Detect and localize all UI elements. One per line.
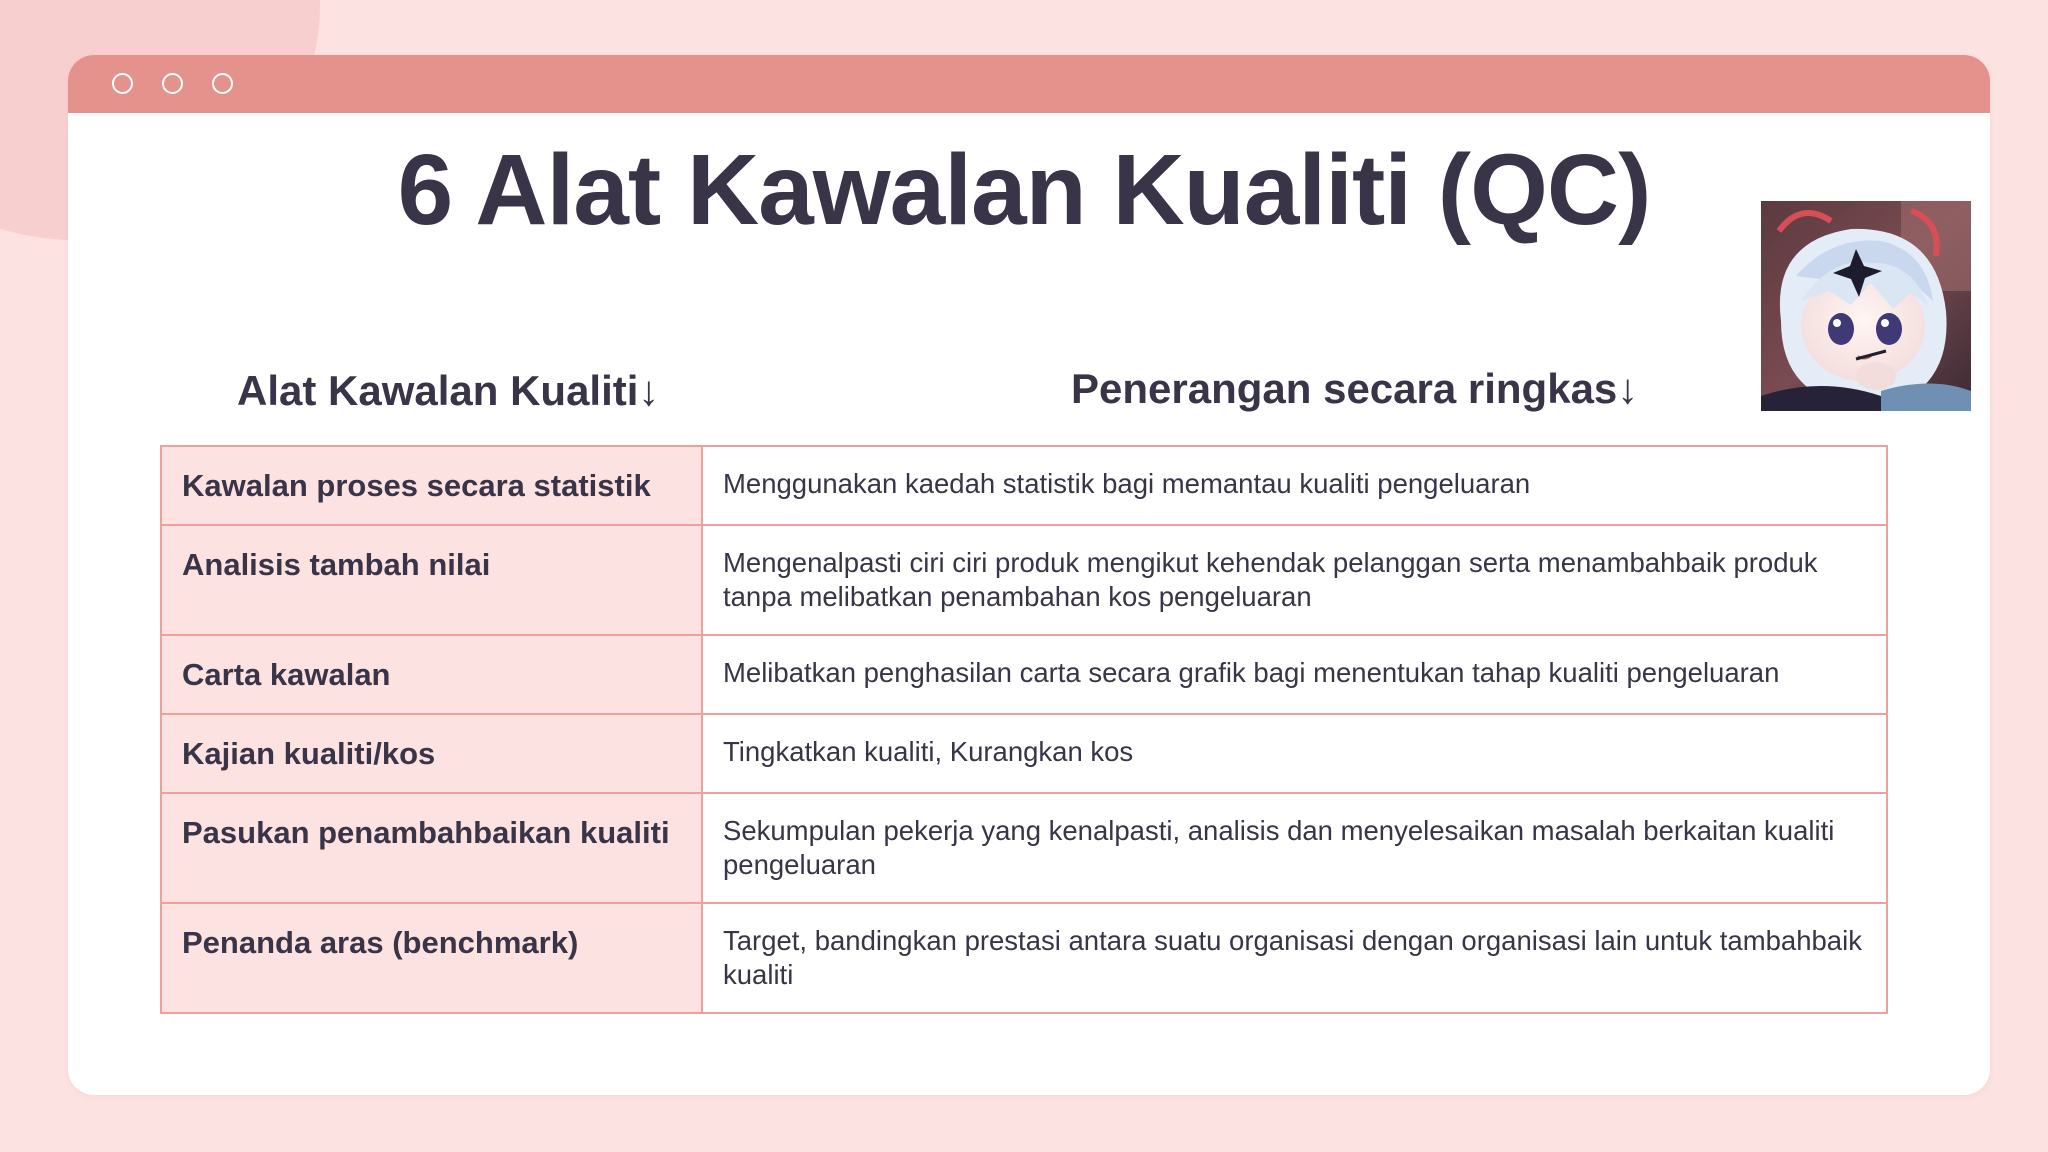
table-row — [161, 714, 1887, 793]
slide-title: 6 Alat Kawalan Kualiti (QC) — [397, 134, 1651, 246]
tool-name-cell: Kajian kualiti/kos — [161, 714, 702, 793]
table-row — [161, 446, 1887, 525]
anime-character-image — [1761, 201, 1971, 411]
table-row — [161, 525, 1887, 635]
circle-icon — [112, 73, 133, 94]
description-cell: Sekumpulan pekerja yang kenalpasti, analisis dan menyelesaikan masalah berkaitan kualiti pengeluaran — [702, 793, 1887, 903]
column-header-tool: Alat Kawalan Kualiti↓ — [237, 367, 660, 414]
window-titlebar — [68, 55, 1990, 113]
description-cell: Mengenalpasti ciri ciri produk mengikut kehendak pelanggan serta menambahbaik produk tanpa melibatkan penambahan kos pengeluaran — [702, 525, 1887, 635]
table-row — [161, 793, 1887, 903]
tool-name-cell: Kawalan proses secara statistik — [161, 446, 702, 525]
table-row — [161, 635, 1887, 714]
qc-tools-table — [160, 445, 1888, 1014]
avatar — [1761, 201, 1971, 411]
column-header-description: Penerangan secara ringkas↓ — [1071, 365, 1639, 412]
circle-icon — [212, 73, 233, 94]
tool-name-cell: Analisis tambah nilai — [161, 525, 702, 635]
description-cell: Melibatkan penghasilan carta secara grafik bagi menentukan tahap kualiti pengeluaran — [702, 635, 1887, 714]
circle-icon — [162, 73, 183, 94]
description-cell: Target, bandingkan prestasi antara suatu organisasi dengan organisasi lain untuk tambahbaik kualiti — [702, 903, 1887, 1013]
description-cell: Tingkatkan kualiti, Kurangkan kos — [702, 714, 1887, 793]
tool-name-cell: Penanda aras (benchmark) — [161, 903, 702, 1013]
tool-name-cell: Carta kawalan — [161, 635, 702, 714]
description-cell: Menggunakan kaedah statistik bagi memantau kualiti pengeluaran — [702, 446, 1887, 525]
tool-name-cell: Pasukan penambahbaikan kualiti — [161, 793, 702, 903]
table-row — [161, 903, 1887, 1013]
